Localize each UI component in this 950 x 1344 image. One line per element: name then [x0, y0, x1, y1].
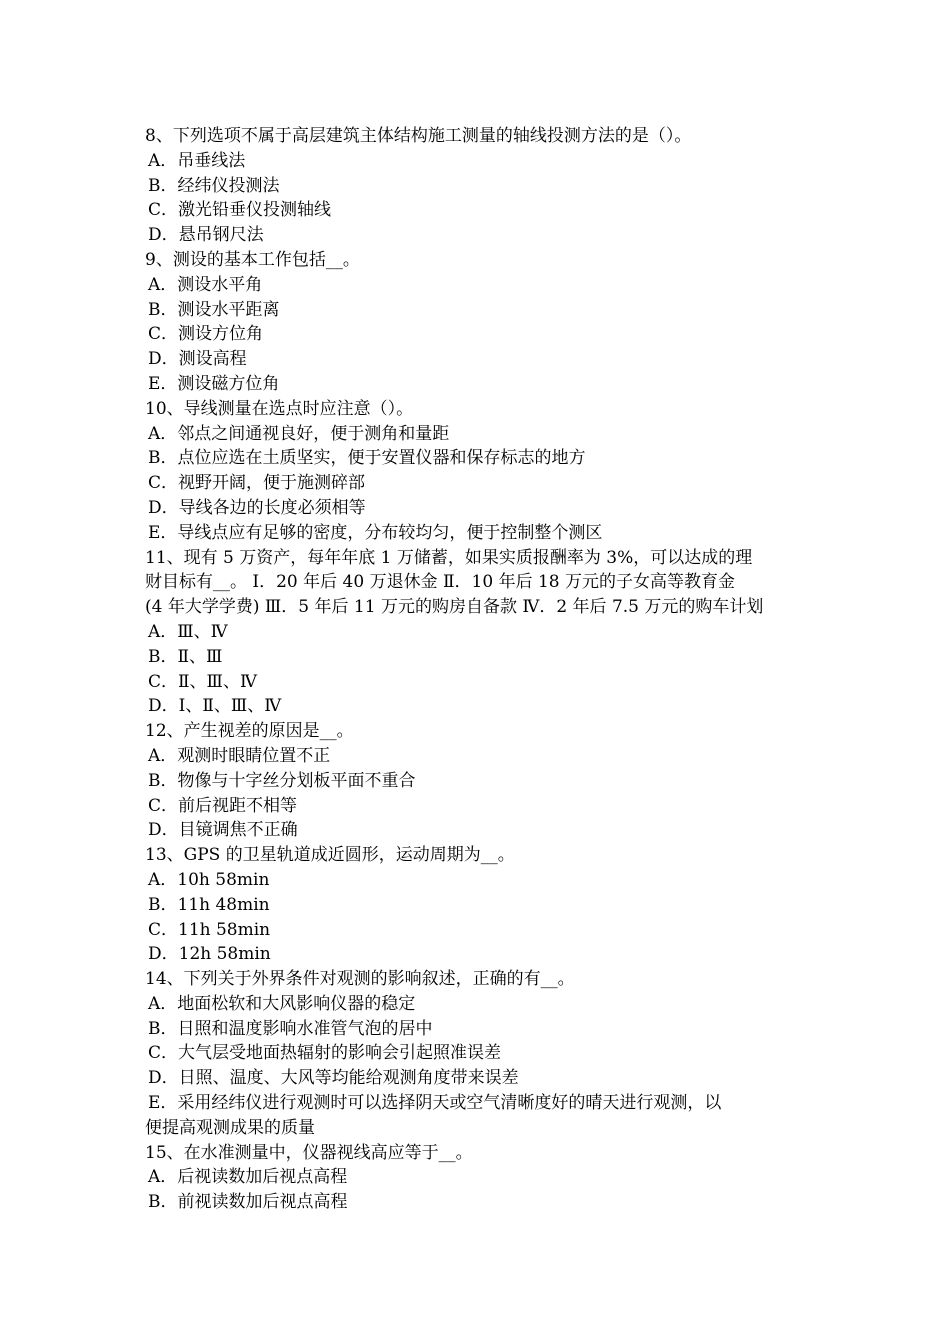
- question-11-option-a: A．Ⅲ、Ⅳ: [148, 621, 228, 642]
- question-10-option-d: D．导线各边的长度必须相等: [148, 497, 366, 518]
- question-11-option-c: C．Ⅱ、Ⅲ、Ⅳ: [148, 671, 257, 692]
- question-14-option-a: A．地面松软和大风影响仪器的稳定: [148, 993, 416, 1014]
- question-13-title: 13、GPS 的卫星轨道成近圆形，运动周期为__。: [145, 845, 515, 866]
- question-12-title: 12、产生视差的原因是__。: [145, 721, 354, 742]
- question-15-title: 15、在水准测量中，仪器视线高应等于__。: [145, 1142, 473, 1163]
- question-14-option-c: C．大气层受地面热辐射的影响会引起照准误差: [148, 1043, 502, 1064]
- question-11-title-line-3: (4 年大学学费) Ⅲ．5 年后 11 万元的购房自备款 Ⅳ．2 年后 7.5 万元的购车计划: [145, 597, 764, 618]
- question-10-option-b: B．点位应选在土质坚实，便于安置仪器和保存标志的地方: [148, 448, 586, 469]
- question-11-option-d: D．Ⅰ、Ⅱ、Ⅲ、Ⅳ: [148, 696, 282, 717]
- question-14-option-d: D．日照、温度、大风等均能给观测角度带来误差: [148, 1068, 519, 1089]
- question-12-option-a: A．观测时眼睛位置不正: [148, 745, 331, 766]
- document-page: [145, 124, 815, 1215]
- question-12-option-d: D．目镜调焦不正确: [148, 820, 298, 841]
- question-11-title-line-1: 11、现有 5 万资产，每年年底 1 万储蓄，如果实质报酬率为 3%，可以达成的理: [145, 547, 753, 568]
- question-8-option-c: C．激光铅垂仪投测轴线: [148, 200, 332, 221]
- question-14-option-e-line-2: 便提高观测成果的质量: [145, 1117, 315, 1138]
- question-15-option-a: A．后视读数加后视点高程: [148, 1167, 348, 1188]
- question-8-option-d: D．悬吊钢尺法: [148, 225, 264, 246]
- question-9-option-e: E．测设磁方位角: [148, 373, 280, 394]
- question-13-option-c: C．11h 58min: [148, 919, 271, 940]
- question-12-option-b: B．物像与十字丝分划板平面不重合: [148, 770, 416, 791]
- question-10-option-e: E．导线点应有足够的密度，分布较均匀，便于控制整个测区: [148, 522, 603, 543]
- question-13-option-a: A．10h 58min: [148, 869, 270, 890]
- question-8-title: 8、下列选项不属于高层建筑主体结构施工测量的轴线投测方法的是（）。: [145, 126, 692, 146]
- question-12-option-c: C．前后视距不相等: [148, 795, 298, 816]
- question-9-title: 9、测设的基本工作包括__。: [145, 249, 360, 270]
- question-14-option-b: B．日照和温度影响水准管气泡的居中: [148, 1018, 433, 1039]
- question-10-option-a: A．邻点之间通视良好，便于测角和量距: [148, 423, 450, 444]
- question-11-option-b: B．Ⅱ、Ⅲ: [148, 646, 223, 667]
- question-9-option-c: C．测设方位角: [148, 324, 264, 345]
- question-14-option-e-line-1: E．采用经纬仪进行观测时可以选择阴天或空气清晰度好的晴天进行观测，以: [148, 1093, 722, 1114]
- question-15-option-b: B．前视读数加后视点高程: [148, 1192, 348, 1213]
- question-10-title: 10、导线测量在选点时应注意（）。: [145, 398, 414, 419]
- question-9-option-a: A．测设水平角: [148, 274, 263, 295]
- question-11-title-line-2: 财目标有__。 Ⅰ．20 年后 40 万退休金 Ⅱ．10 年后 18 万元的子女高等教育金: [145, 572, 736, 593]
- question-10-option-c: C．视野开阔，便于施测碎部: [148, 473, 366, 494]
- question-8-option-a: A．吊垂线法: [148, 150, 246, 171]
- question-9-option-b: B．测设水平距离: [148, 299, 280, 320]
- question-13-option-b: B．11h 48min: [148, 894, 270, 915]
- question-13-option-d: D．12h 58min: [148, 944, 271, 965]
- question-9-option-d: D．测设高程: [148, 349, 247, 370]
- question-8-option-b: B．经纬仪投测法: [148, 175, 280, 196]
- question-14-title: 14、下列关于外界条件对观测的影响叙述，正确的有__。: [145, 969, 575, 990]
